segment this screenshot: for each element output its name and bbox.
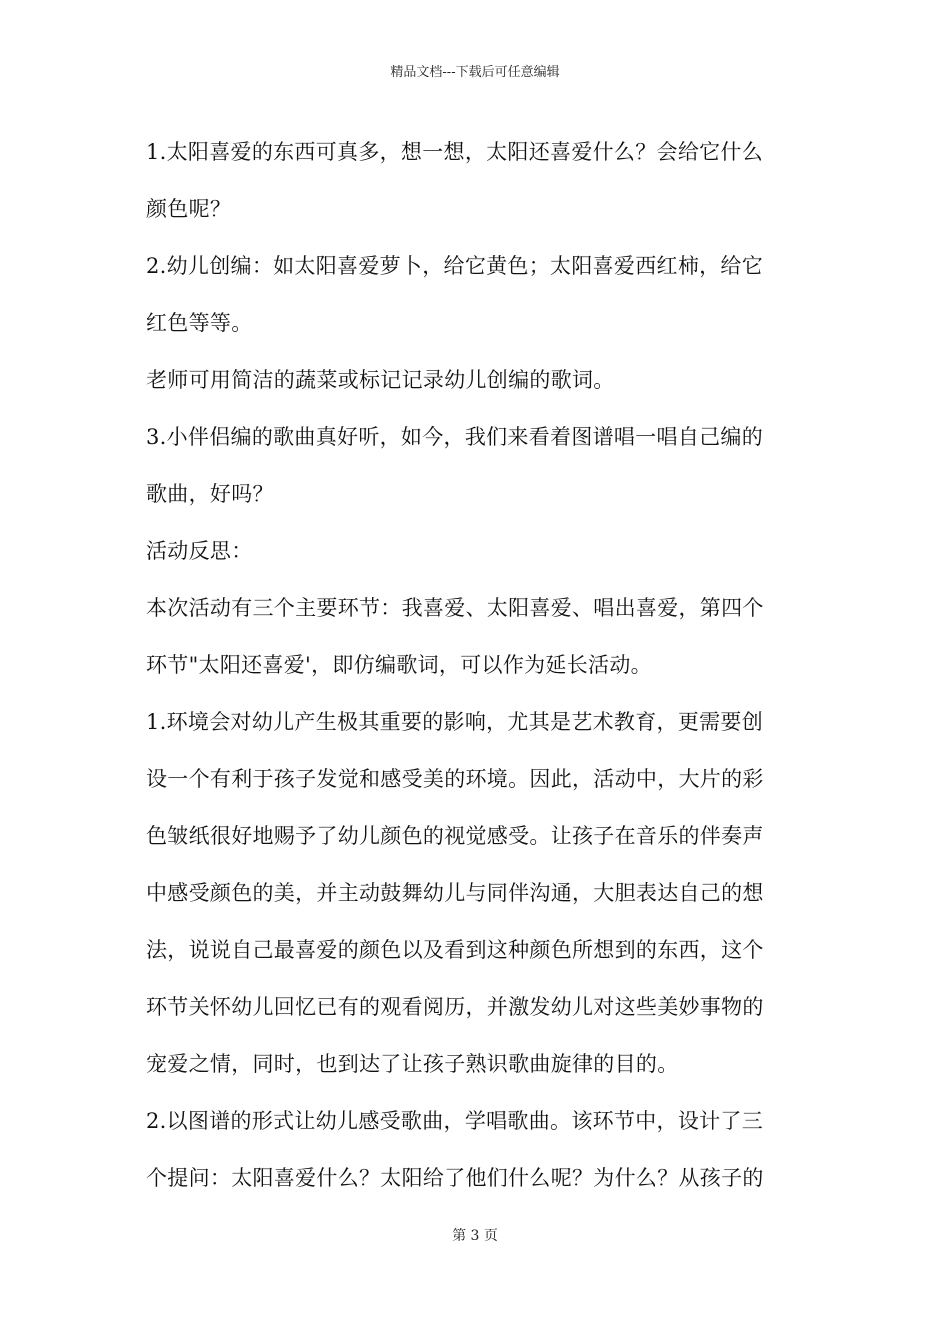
text-line: 环节关怀幼儿回忆已有的观看阅历，并激发幼儿对这些美妙事物的 xyxy=(146,995,764,1019)
text-line: 老师可用简洁的蔬菜或标记记录幼儿创编的歌词。 xyxy=(146,368,615,392)
text-line: 法，说说自己最喜爱的颜色以及看到这种颜色所想到的东西，这个 xyxy=(146,938,764,962)
text-line: 红色等等。 xyxy=(146,311,253,335)
text-line: 1.环境会对幼儿产生极其重要的影响，尤其是艺术教育，更需要创 xyxy=(146,710,764,734)
text-line: 2.幼儿创编：如太阳喜爱萝卜，给它黄色；太阳喜爱西红柿，给它 xyxy=(146,254,764,278)
text-line: 环节"太阳还喜爱'，即仿编歌词，可以作为延长活动。 xyxy=(146,653,652,677)
text-line: 3.小伴侣编的歌曲真好听，如今，我们来看着图谱唱一唱自己编的 xyxy=(146,425,764,449)
text-line: 活动反思： xyxy=(146,539,253,563)
text-line: 2.以图谱的形式让幼儿感受歌曲，学唱歌曲。该环节中，设计了三 xyxy=(146,1109,764,1133)
text-line: 歌曲，好吗？ xyxy=(146,482,274,506)
text-line: 本次活动有三个主要环节：我喜爱、太阳喜爱、唱出喜爱，第四个 xyxy=(146,596,764,620)
text-line: 中感受颜色的美，并主动鼓舞幼儿与同伴沟通，大胆表达自己的想 xyxy=(146,881,764,905)
text-line: 颜色呢？ xyxy=(146,197,232,221)
page-header: 精品文档---下载后可任意编辑 xyxy=(390,65,560,80)
page-number: 第 3 页 xyxy=(452,1228,498,1244)
text-line: 个提问：太阳喜爱什么？太阳给了他们什么呢？为什么？从孩子的 xyxy=(146,1166,764,1190)
text-line: 1.太阳喜爱的东西可真多，想一想，太阳还喜爱什么？会给它什么 xyxy=(146,140,764,164)
text-line: 设一个有利于孩子发觉和感受美的环境。因此，活动中，大片的彩 xyxy=(146,767,764,791)
text-line: 宠爱之情，同时，也到达了让孩子熟识歌曲旋律的目的。 xyxy=(146,1052,679,1076)
text-line: 色皱纸很好地赐予了幼儿颜色的视觉感受。让孩子在音乐的伴奏声 xyxy=(146,824,764,848)
